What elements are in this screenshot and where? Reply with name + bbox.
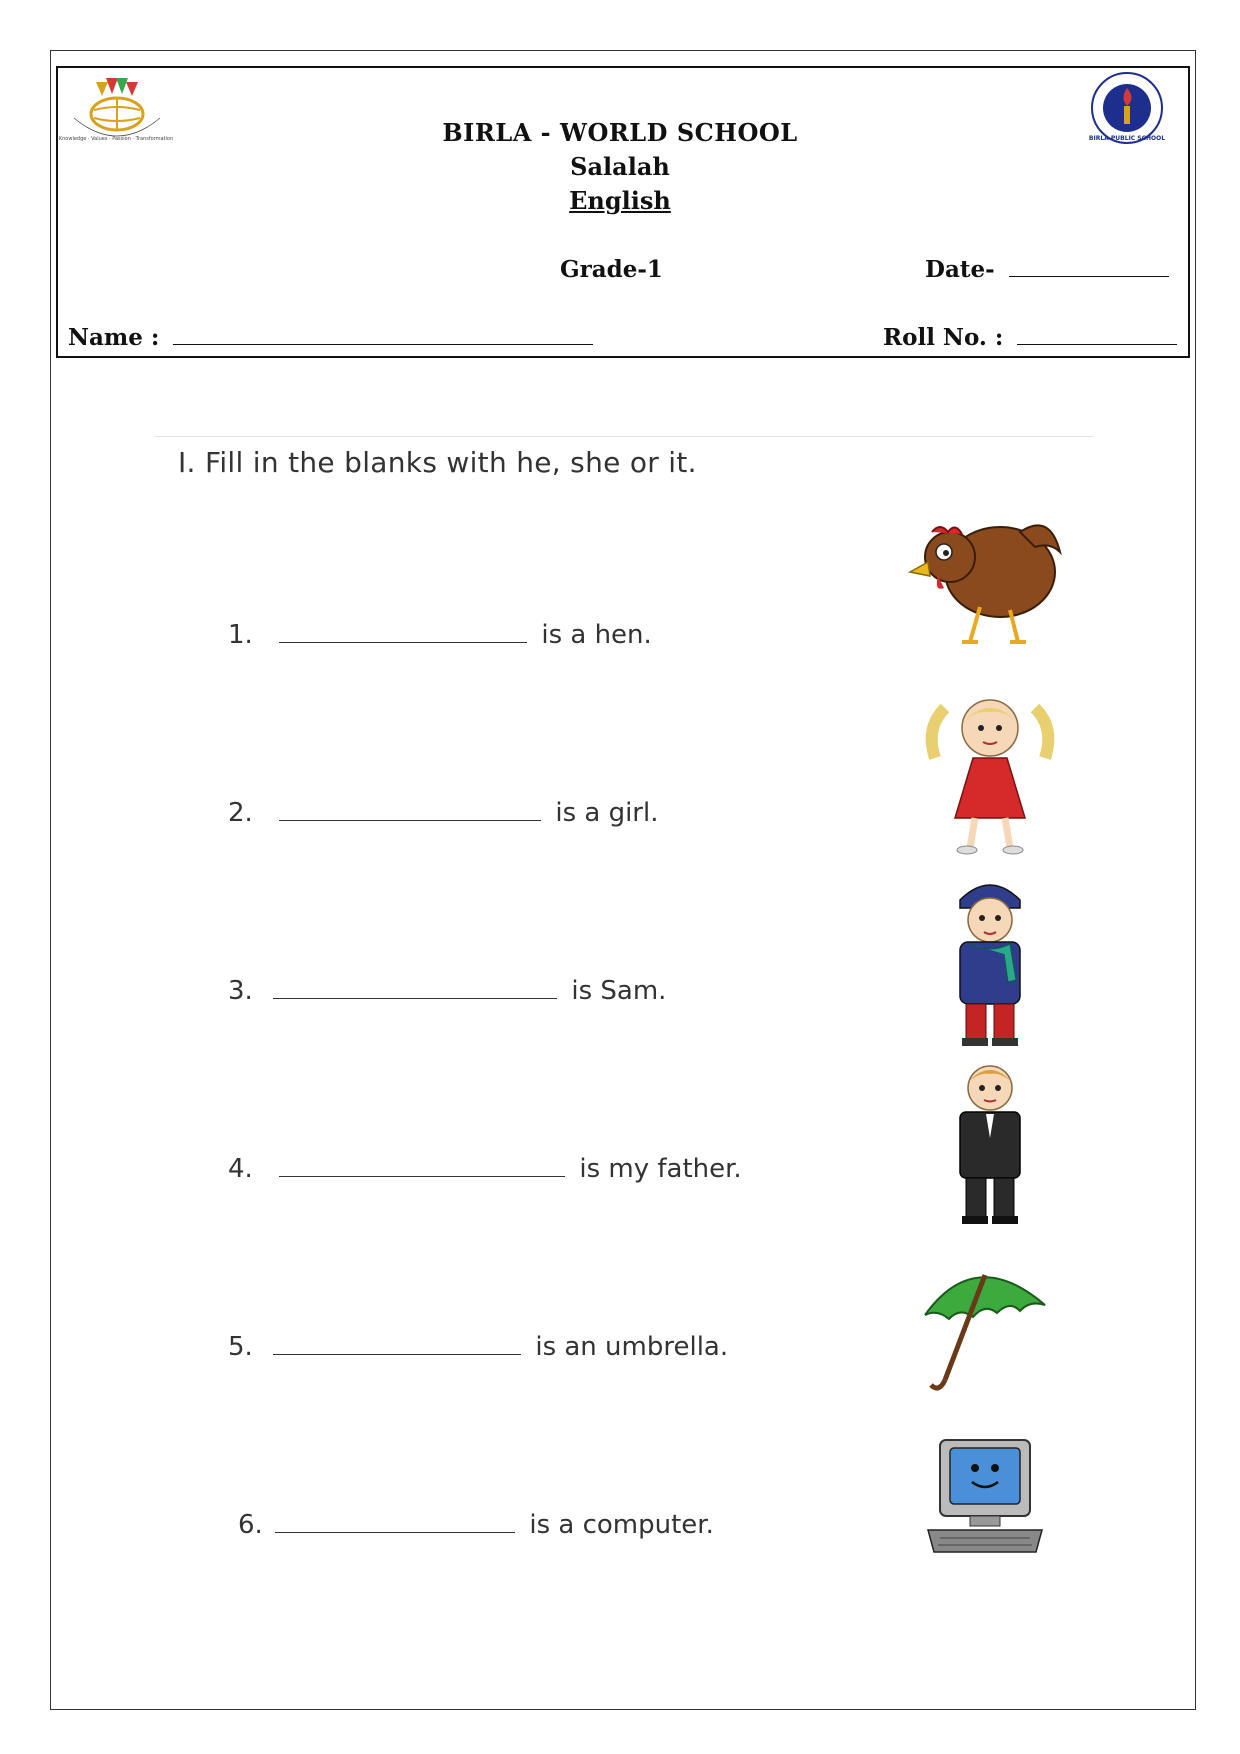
school-name: BIRLA - WORLD SCHOOL: [442, 118, 798, 147]
question-text: is a computer.: [529, 1510, 714, 1540]
answer-blank[interactable]: [279, 622, 527, 643]
question-text: is a girl.: [555, 798, 659, 828]
computer-icon: [920, 1430, 1050, 1560]
roll-blank[interactable]: [1017, 340, 1177, 345]
question-number: 1.: [228, 620, 253, 650]
question-number: 4.: [228, 1154, 253, 1184]
boy-icon: [930, 870, 1050, 1050]
question-text: is a hen.: [541, 620, 652, 650]
question-text: is an umbrella.: [535, 1332, 729, 1362]
question-1: [228, 620, 652, 650]
man-icon: [930, 1058, 1050, 1228]
answer-blank[interactable]: [273, 978, 557, 999]
hen-icon: [900, 492, 1070, 662]
grade-label: Grade-1: [560, 256, 663, 283]
date-field[interactable]: [925, 256, 1169, 283]
roll-label: Roll No. :: [883, 324, 1004, 351]
answer-blank[interactable]: [273, 1334, 521, 1355]
umbrella-icon: [915, 1255, 1055, 1395]
badge-caption-text: BIRLA PUBLIC SCHOOL: [1088, 135, 1166, 142]
name-field[interactable]: [68, 324, 593, 351]
question-text: is Sam.: [571, 976, 667, 1006]
question-5: [228, 1332, 728, 1362]
question-text: is my father.: [579, 1154, 742, 1184]
roll-field[interactable]: [883, 324, 1177, 351]
question-4: [228, 1154, 742, 1184]
answer-blank[interactable]: [279, 800, 541, 821]
question-3: [228, 976, 666, 1006]
question-number: 2.: [228, 798, 253, 828]
school-city: Salalah: [570, 152, 670, 181]
date-blank[interactable]: [1009, 272, 1169, 277]
question-6: [238, 1510, 714, 1540]
section-divider: [155, 436, 1093, 437]
question-number: 5.: [228, 1332, 253, 1362]
name-label: Name :: [68, 324, 160, 351]
exercise-instruction: I. Fill in the blanks with he, she or it.: [178, 446, 697, 479]
subject-title: English: [569, 186, 671, 215]
question-number: 3.: [228, 976, 253, 1006]
girl-icon: [915, 688, 1065, 858]
name-blank[interactable]: [173, 340, 593, 345]
question-number: 6.: [238, 1510, 263, 1540]
answer-blank[interactable]: [279, 1156, 565, 1177]
date-label: Date-: [925, 256, 995, 283]
logo-motto-text: Knowledge · Values · Passion · Transformation: [58, 136, 174, 142]
answer-blank[interactable]: [275, 1512, 515, 1533]
question-2: [228, 798, 658, 828]
